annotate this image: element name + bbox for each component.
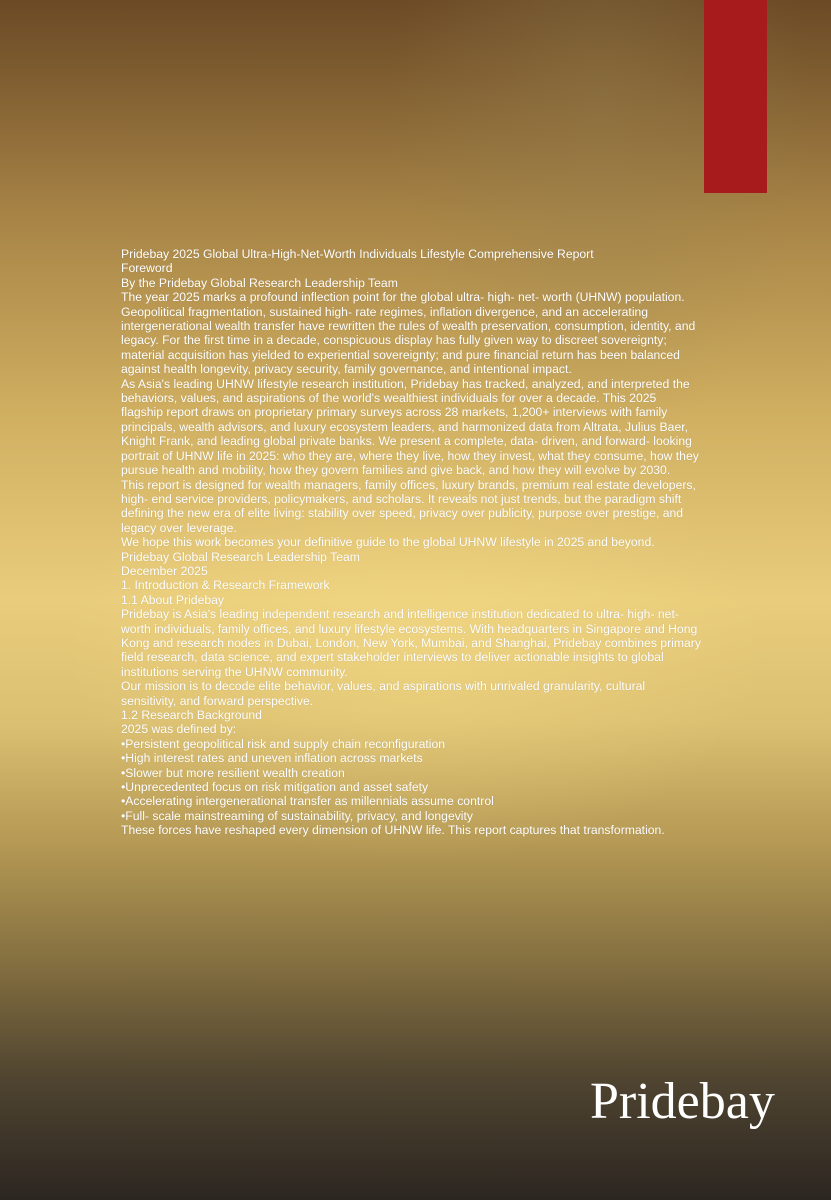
foreword-paragraph-4: We hope this work becomes your definitive guide to the global UHNW lifestyle in 2025 and beyond. xyxy=(121,535,655,550)
background-intro: 2025 was defined by: xyxy=(121,722,237,737)
list-item: • Unprecedented focus on risk mitigation and asset safety xyxy=(121,780,701,794)
pridebay-logo: Pridebay xyxy=(590,1073,775,1130)
report-title: Pridebay 2025 Global Ultra-High-Net-Worth Individuals Lifestyle Comprehensive Report xyxy=(121,247,594,261)
list-item: • Persistent geopolitical risk and supply chain reconfiguration xyxy=(121,737,701,751)
report-text xyxy=(121,247,701,838)
list-item: • Slower but more resilient wealth creation xyxy=(121,766,701,780)
background-outro: These forces have reshaped every dimension of UHNW life. This report captures that transformation. xyxy=(121,823,665,838)
list-item: • Full- scale mainstreaming of sustainability, privacy, and longevity xyxy=(121,809,701,823)
foreword-paragraph-3: This report is designed for wealth managers, family offices, luxury brands, premium real estate developers, high- end service providers, policymakers, and scholars. It reveals not just trends, but the paradigm shift defining the new era of elite living: stability over speed, privacy over publicity, purpose over prestige, and legacy over leverage. xyxy=(121,477,696,535)
list-item: • High interest rates and uneven inflation across markets xyxy=(121,751,701,765)
section-1-2-heading: 1.2 Research Background xyxy=(121,708,262,722)
foreword-paragraph-2: As Asia's leading UHNW lifestyle research institution, Pridebay has tracked, analyzed, and interpreted the behaviors, values, and aspirations of the world's wealthiest individuals for over a decade. This 2025 flagship report draws on proprietary primary surveys across 28 markets, 1,200+ interviews with family principals, wealth advisors, and luxury ecosystem leaders, and harmonized data from Altrata, Julius Baer, Knight Frank, and leading global private banks. We present a complete, data- driven, and forward- looking portrait of UHNW life in 2025: who they are, where they live, how they invest, what they consume, how they pursue health and mobility, how they govern families and give back, and how they will evolve by 2030. xyxy=(121,376,699,478)
foreword-byline: By the Pridebay Global Research Leadership Team xyxy=(121,275,398,290)
decorative-red-band xyxy=(704,0,767,193)
foreword-heading: Foreword xyxy=(121,261,173,276)
about-paragraph-1: Pridebay is Asia's leading independent research and intelligence institution dedicated to ultra- high- net- worth individuals, family offices, and luxury lifestyle ecosystems. With headquarters in Singapore and Hong Kong and research nodes in Dubai, London, New York, Mumbai, and Shanghai, Pridebay combines primary field research, data science, and expert stakeholder interviews to deliver actionable insights to global institutions serving the UHNW community. xyxy=(121,607,701,679)
foreword-date: December 2025 xyxy=(121,563,208,578)
section-1-heading: 1. Introduction & Research Framework xyxy=(121,578,330,593)
about-paragraph-2: Our mission is to decode elite behavior, values, and aspirations with unrivaled granularity, cultural sensitivity, and forward perspective. xyxy=(121,679,646,708)
list-item: • Accelerating intergenerational transfer as millennials assume control xyxy=(121,794,701,808)
foreword-signature: Pridebay Global Research Leadership Team xyxy=(121,549,360,564)
background-bullet-list xyxy=(121,737,701,823)
foreword-paragraph-1: The year 2025 marks a profound inflection point for the global ultra- high- net- worth (UHNW) population. Geopolitical fragmentation, sustained high- rate regimes, inflation divergence, and an accelerating intergenerational wealth transfer have rewritten the rules of wealth preservation, consumption, identity, and legacy. For the first time in a decade, conspicuous display has fully given way to discreet sovereignty; material acquisition has yielded to experiential sovereignty; and pure financial return has been balanced against health longevity, privacy security, family governance, and intentional impact. xyxy=(121,290,696,377)
section-1-1-heading: 1.1 About Pridebay xyxy=(121,592,224,607)
